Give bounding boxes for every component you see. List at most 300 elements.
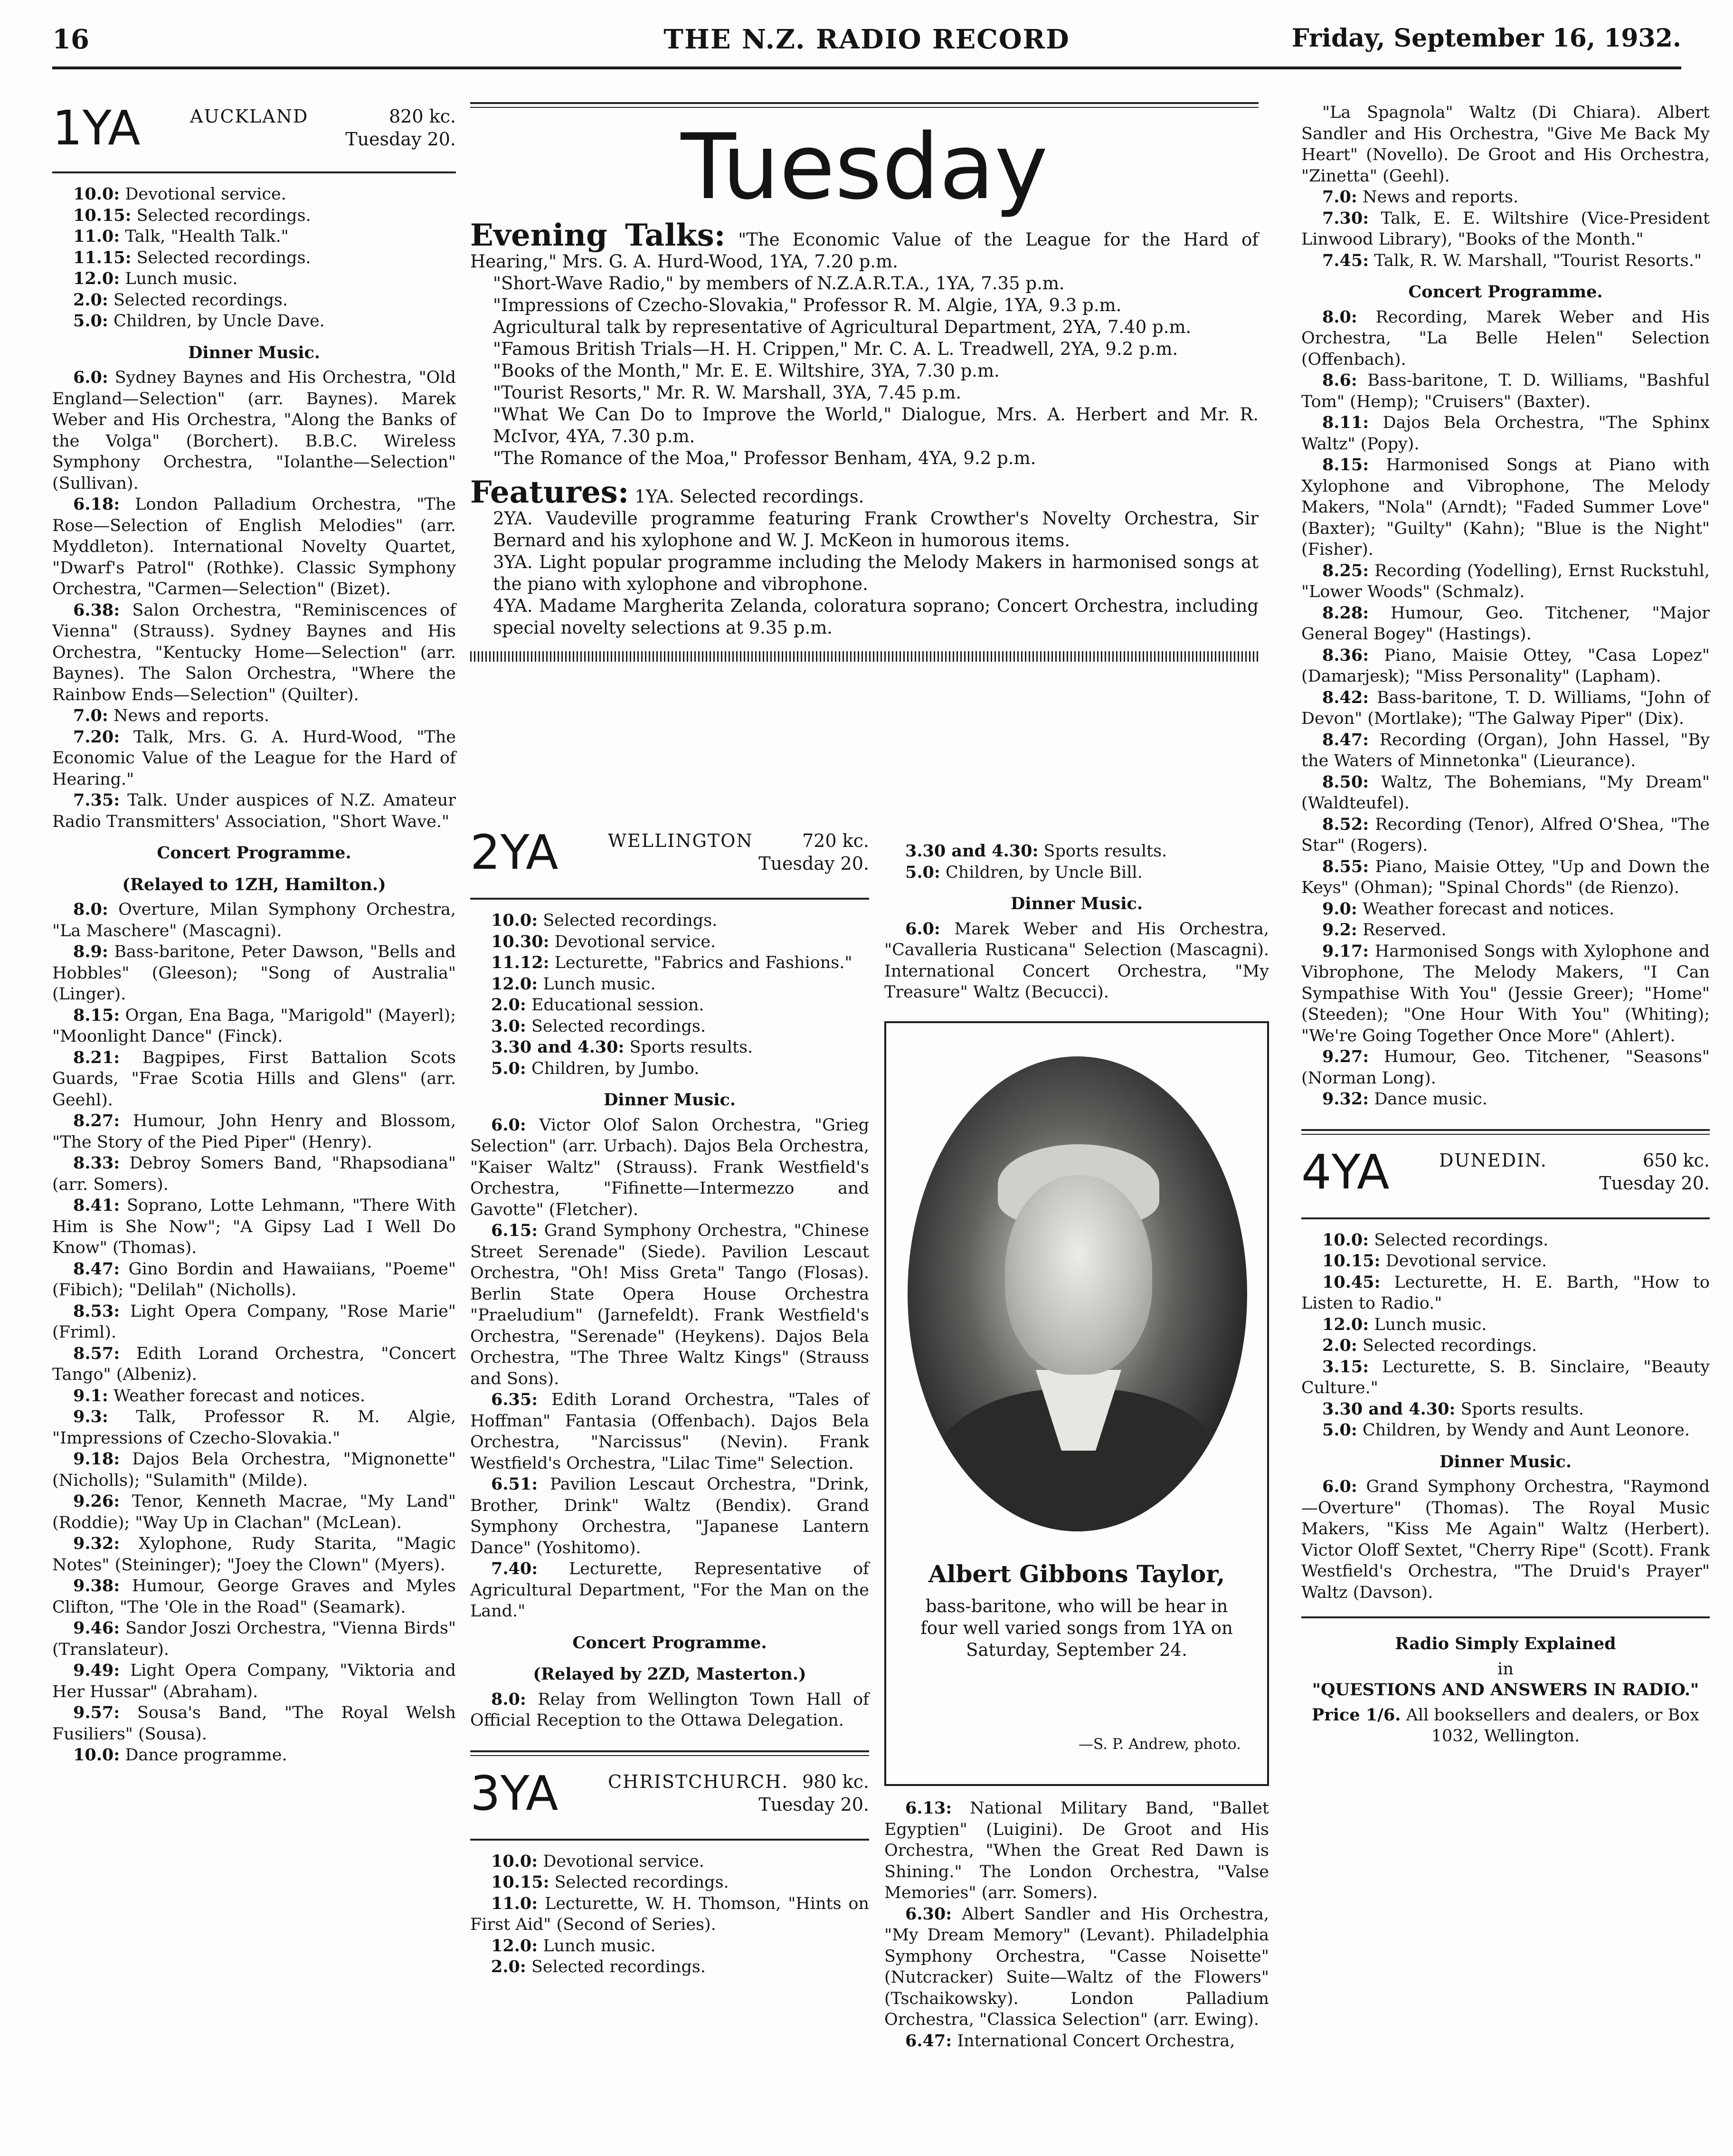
programme-item: [52, 1491, 456, 1533]
time: 12.0:: [73, 269, 120, 288]
item-text: Selected recordings.: [1362, 1336, 1537, 1355]
time: 6.35:: [491, 1390, 538, 1409]
item-text: Children, by Wendy and Aunt Leonore.: [1362, 1421, 1690, 1440]
item-text: Salon Orchestra, "Reminiscences of Vienna" (Strauss). Sydney Baynes and His Orchestra, "Kentucky Home—Selection" (arr. Baynes). The Salon Orchestra, "Where the Rainbow Ends—Selection" (Quilter).: [52, 600, 456, 704]
item-text: Educational session.: [531, 996, 704, 1015]
programme-item: [52, 205, 456, 227]
station-header-2ya: [470, 826, 869, 900]
programme-item: [52, 1301, 456, 1343]
time: 10.0:: [73, 184, 120, 204]
programme-item: [1301, 1399, 1710, 1420]
item-text: Bass-baritone, Peter Dawson, "Bells and Hobbles" (Gleeson); "Song of Australia" (Linger).: [52, 942, 456, 1004]
programme-item: [1301, 603, 1710, 645]
programme-1ya: [52, 184, 456, 1766]
item-text: Children, by Uncle Bill.: [945, 863, 1143, 882]
city: DUNEDIN.: [1439, 1149, 1547, 1171]
programme-item: [52, 727, 456, 790]
time: 7.0:: [1322, 187, 1357, 207]
item-text: Devotional service.: [125, 185, 286, 204]
item-text: News and reports.: [1362, 188, 1519, 207]
item-text: Reserved.: [1362, 921, 1447, 940]
item-text: Selected recordings.: [113, 290, 288, 310]
city: WELLINGTON: [608, 830, 753, 851]
programme-item: [1301, 772, 1710, 814]
programme-item: [52, 1111, 456, 1153]
item-text: Children, by Uncle Dave.: [113, 312, 325, 331]
call-sign: 1YA: [52, 100, 141, 156]
time: 9.3:: [73, 1407, 108, 1426]
item-text: Bass-baritone, T. D. Williams, "Bashful Tom" (Hemp); "Cruisers" (Baxter).: [1301, 371, 1710, 411]
item-text: Xylophone, Rudy Starita, "Magic Notes" (Steininger); "Joey the Clown" (Myers).: [52, 1534, 456, 1575]
section-heading: (Relayed by 2ZD, Masterton.): [533, 1664, 806, 1684]
item-text: Harmonised Songs with Xylophone and Vibrophone, The Melody Makers, "I Can Sympathise With You" (Jessie Greer); "Home" (Steeden); "One Hour With You" (Whiting); "We're Going Together Once More" (Ahlert).: [1301, 941, 1710, 1045]
time: 6.38:: [73, 600, 120, 620]
time: 6.0:: [73, 368, 108, 387]
time: 9.32:: [73, 1534, 120, 1553]
section-heading: (Relayed to 1ZH, Hamilton.): [122, 874, 386, 894]
time: 8.28:: [1322, 603, 1369, 623]
section-heading: Dinner Music.: [1439, 1452, 1572, 1472]
programme-item: [1301, 814, 1710, 856]
time: 9.0:: [1322, 899, 1357, 919]
item-text: Weather forecast and notices.: [1362, 899, 1615, 919]
time: 8.41:: [73, 1196, 120, 1215]
call-sign: 3YA: [470, 1765, 559, 1821]
section-heading: Dinner Music.: [1010, 894, 1143, 913]
item-text: Pavilion Lescaut Orchestra, "Drink, Brother, Drink" Waltz (Bendix). Grand Symphony Orchestra, "Japanese Lantern Dance" (Yoshitomo).: [470, 1475, 869, 1558]
double-rule: [1301, 1129, 1710, 1135]
programme-item: [1301, 899, 1710, 920]
time: 2.0:: [73, 290, 108, 310]
item-text: Bagpipes, First Battalion Scots Guards, "Frae Scotia Hills and Glens" (arr. Geehl).: [52, 1048, 456, 1110]
column-2ya-3ya: [470, 826, 869, 1978]
programme-item: [52, 1005, 456, 1047]
time: 2.0:: [491, 1957, 526, 1976]
item-text: Devotional service.: [554, 932, 716, 951]
time: 8.50:: [1322, 772, 1369, 792]
time: 6.51:: [491, 1474, 538, 1494]
time: 8.53:: [73, 1301, 120, 1321]
programme-item: [52, 1533, 456, 1576]
time: 8.42:: [1322, 687, 1369, 707]
programme-item: [52, 1576, 456, 1618]
city: AUCKLAND: [190, 106, 309, 127]
talk-item: "What We Can Do to Improve the World," Dialogue, Mrs. A. Herbert and Mr. R. McIvor, 4YA, 7.30 p.m.: [493, 404, 1259, 446]
masthead-title: THE N.Z. RADIO RECORD: [663, 24, 1070, 55]
day: Tuesday 20.: [758, 1794, 869, 1815]
talk-item: "Famous British Trials—H. H. Crippen," Mr. C. A. L. Treadwell, 2YA, 9.2 p.m.: [493, 339, 1178, 359]
item-text: Humour, John Henry and Blossom, "The Story of the Pied Piper" (Henry).: [52, 1111, 456, 1152]
item-text: Lecturette, H. E. Barth, "How to Listen to Radio.": [1301, 1273, 1710, 1313]
item-text: Piano, Maisie Ottey, "Casa Lopez" (Damarjesk); "Miss Personality" (Lapham).: [1301, 646, 1710, 686]
time: 6.0:: [1322, 1477, 1357, 1496]
programme-item: [470, 1037, 869, 1058]
station-header-1ya: [52, 102, 456, 173]
advertisement: [1301, 1616, 1710, 1747]
double-rule: [470, 1750, 869, 1756]
programme-item: [470, 1558, 869, 1622]
advert-line: Radio Simply Explained: [1395, 1634, 1616, 1653]
talk-item: Agricultural talk by representative of Agricultural Department, 2YA, 7.40 p.m.: [493, 317, 1192, 337]
call-sign: 2YA: [470, 825, 559, 880]
time: 8.11:: [1322, 413, 1369, 432]
item-text: Sports results.: [1043, 842, 1167, 861]
programme-item: [470, 910, 869, 931]
time: 9.32:: [1322, 1089, 1369, 1109]
talk-item: "Short-Wave Radio," by members of N.Z.A.R.T.A., 1YA, 7.35 p.m.: [493, 273, 1065, 294]
programme-item: [884, 2031, 1269, 2052]
item-text: Sousa's Band, "The Royal Welsh Fusiliers" (Sousa).: [52, 1703, 456, 1744]
time: 6.13:: [905, 1798, 952, 1818]
day: Tuesday 20.: [1599, 1172, 1710, 1194]
hatched-rule: [470, 651, 1259, 662]
programme-item: [1301, 455, 1710, 560]
time: 10.0:: [73, 1745, 120, 1765]
time: 7.0:: [73, 706, 108, 725]
time: 8.47:: [73, 1259, 120, 1279]
time: 10.0:: [491, 1851, 538, 1871]
programme-item: [52, 1702, 456, 1745]
issue-date: Friday, September 16, 1932.: [1291, 24, 1681, 53]
time: 5.0:: [491, 1058, 526, 1078]
talks-label: Evening Talks:: [470, 218, 726, 253]
photo-caption: bass-baritone, who will be hear in four well varied songs from 1YA on Saturday, September 24.: [920, 1596, 1233, 1660]
time: 10.15:: [73, 205, 132, 225]
item-text: Dance music.: [1374, 1090, 1487, 1109]
features-list: [470, 475, 1259, 639]
time: 8.57:: [73, 1343, 120, 1363]
item-text: Sports results.: [1460, 1399, 1584, 1419]
section-heading: Dinner Music.: [188, 342, 321, 362]
time: 2.0:: [1322, 1336, 1357, 1355]
evening-talks: [470, 218, 1259, 469]
item-text: Humour, George Graves and Myles Clifton, "The 'Ole in the Road" (Seamark).: [52, 1577, 456, 1617]
time: 10.0:: [491, 911, 538, 930]
time: 12.0:: [491, 1936, 538, 1956]
item-text: London Palladium Orchestra, "The Rose—Selection of English Melodies" (arr. Myddleton). International Novelty Quartet, "Dwarf's Patrol" (Rothke). Classic Symphony Orchestra, "Carmen—Selection" (Bizet).: [52, 495, 456, 598]
item-text: Humour, Geo. Titchener, "Major General Bogey" (Hastings).: [1301, 603, 1710, 644]
item-text: Light Opera Company, "Rose Marie" (Friml).: [52, 1301, 456, 1342]
time: 6.0:: [491, 1115, 526, 1135]
time: 7.40:: [491, 1559, 538, 1578]
item-text: Dance programme.: [125, 1746, 287, 1765]
programme-item: [1301, 1420, 1710, 1441]
programme-item: [1301, 1476, 1710, 1603]
item-text: Sydney Baynes and His Orchestra, "Old England—Selection" (arr. Baynes). Marek Weber and His Orchestra, "Along the Banks of the Volga" (Borchert). B.B.C. Wireless Symphony Orchestra, "Iolanthe—Selection" (Sullivan).: [52, 368, 456, 493]
time: 3.0:: [491, 1016, 526, 1036]
programme-3ya-part1: [470, 1851, 869, 1978]
programme-item: [470, 1474, 869, 1558]
feature-heading: Tuesday: [681, 114, 1048, 219]
time: 9.17:: [1322, 941, 1369, 961]
item-text: Overture, Milan Symphony Orchestra, "La Maschere" (Mascagni).: [52, 900, 456, 940]
programme-item: [470, 931, 869, 953]
programme-item: [52, 600, 456, 706]
time: 9.1:: [73, 1386, 108, 1406]
page-header: [52, 24, 1681, 69]
programme-item: [1301, 1089, 1710, 1110]
item-text: Dajos Bela Orchestra, "Mignonette" (Nicholls); "Sulamith" (Milde).: [52, 1450, 456, 1490]
programme-item: [52, 367, 456, 494]
time: 8.47:: [1322, 730, 1369, 750]
item-text: Lecturette, "Fabrics and Fashions.": [554, 953, 852, 972]
time: 8.27:: [73, 1111, 120, 1130]
section-heading: Concert Programme.: [1408, 282, 1603, 302]
column-1ya: [52, 102, 456, 1766]
price-label: Price 1/6.: [1311, 1705, 1401, 1725]
programme-item: [470, 1115, 869, 1221]
item-text: Piano, Maisie Ottey, "Up and Down the Keys" (Ohman); "Spinal Chords" (de Rienzo).: [1301, 857, 1710, 897]
time: 8.15:: [73, 1005, 120, 1025]
item-text: Recording (Organ), John Hassel, "By the Waters of Minnetonka" (Lieurance).: [1301, 730, 1710, 770]
advert-price: [1301, 1705, 1710, 1747]
item-text: Humour, Geo. Titchener, "Seasons" (Norman Long).: [1301, 1047, 1710, 1088]
advert-line: in: [1497, 1659, 1514, 1679]
time: 8.6:: [1322, 370, 1357, 390]
frequency: 980 kc.: [802, 1771, 869, 1792]
programme-item: [52, 899, 456, 941]
item-text: Debroy Somers Band, "Rhapsodiana" (arr. Somers).: [52, 1154, 456, 1194]
programme-3ya-part3: [884, 1798, 1269, 2052]
programme-item: [1301, 941, 1710, 1047]
item-text: Gino Bordin and Hawaiians, "Poeme" (Fibich); "Delilah" (Nicholls).: [52, 1259, 456, 1300]
item-text: Sandor Joszi Orchestra, "Vienna Birds" (Translateur).: [52, 1619, 456, 1659]
programme-item: "La Spagnola" Waltz (Di Chiara). Albert Sandler and His Orchestra, "Give Me Back My Heart" (Novello). De Groot and His Orchestra, "Zinetta" (Geehl).: [1301, 103, 1710, 186]
price-text: All booksellers and dealers, or Box 1032, Wellington.: [1406, 1705, 1699, 1746]
item-text: Lunch music.: [125, 269, 238, 288]
call-sign: 4YA: [1301, 1144, 1390, 1200]
item-text: Marek Weber and His Orchestra, "Cavalleria Rusticana" Selection (Mascagni). International Concert Orchestra, "My Treasure" Waltz (Becucci).: [884, 919, 1269, 1002]
time: 8.25:: [1322, 560, 1369, 580]
time: 6.0:: [905, 919, 940, 939]
programme-item: [1301, 1314, 1710, 1336]
item-text: Selected recordings.: [554, 1873, 729, 1892]
item-text: Lunch music.: [1374, 1315, 1487, 1334]
time: 10.45:: [1322, 1272, 1381, 1292]
programme-item: [1301, 412, 1710, 455]
programme-item: [1301, 187, 1710, 208]
station-header-3ya: [470, 1767, 869, 1841]
time: 10.15:: [1322, 1251, 1381, 1271]
time: 6.30:: [905, 1904, 952, 1924]
time: 12.0:: [491, 974, 538, 994]
programme-item: [884, 1904, 1269, 2031]
time: 5.0:: [73, 311, 108, 331]
time: 12.0:: [1322, 1314, 1369, 1334]
programme-item: [52, 1618, 456, 1660]
programme-item: [1301, 730, 1710, 772]
programme-item: [52, 1745, 456, 1766]
time: 2.0:: [491, 995, 526, 1015]
item-text: Edith Lorand Orchestra, "Tales of Hoffman" Fantasia (Offenbach). Dajos Bela Orchestra, "Narcissus" (Nevin). Frank Westfield's Orchestra, "Lilac Time" Selection.: [470, 1390, 869, 1473]
item-text: Selected recordings.: [136, 248, 311, 267]
item-text: Light Opera Company, "Viktoria and Her Hussar" (Abraham).: [52, 1661, 456, 1701]
item-text: Soprano, Lotte Lehmann, "There With Him is She Now"; "A Gipsy Lad I Well Do Know" (Thomas).: [52, 1196, 456, 1257]
time: 10.0:: [1322, 1230, 1369, 1250]
photo-name: Albert Gibbons Taylor,: [928, 1560, 1225, 1588]
programme-3ya-part2: [884, 841, 1269, 1003]
item-text: Children, by Jumbo.: [531, 1059, 700, 1078]
feature-item: 3YA. Light popular programme including the Melody Makers in harmonised songs at the piano with xylophone and vibrophone.: [493, 552, 1259, 594]
talk-item: "The Economic Value of the League for the Hard of Hearing," Mrs. G. A. Hurd-Wood, 1YA, 7.20 p.m.: [470, 229, 1259, 272]
time: 8.15:: [1322, 455, 1369, 475]
item-text: Selected recordings.: [531, 1016, 706, 1036]
time: 3.30 and 4.30:: [905, 841, 1039, 861]
programme-item: [470, 974, 869, 995]
time: 9.18:: [73, 1449, 120, 1469]
item-text: Lecturette, S. B. Sinclaire, "Beauty Culture.": [1301, 1357, 1710, 1397]
section-heading: Dinner Music.: [603, 1090, 736, 1110]
item-text: Recording (Tenor), Alfred O'Shea, "The Star" (Rogers).: [1301, 815, 1710, 855]
programme-item: [1301, 1230, 1710, 1251]
page-number: 16: [52, 24, 89, 55]
item-text: News and reports.: [113, 706, 270, 725]
item-text: Lecturette, Representative of Agricultural Department, "For the Man on the Land.": [470, 1559, 869, 1621]
programme-item: [1301, 856, 1710, 899]
programme-item: [470, 1389, 869, 1474]
time: 8.0:: [1322, 307, 1357, 327]
programme-item: [884, 862, 1269, 883]
photo-credit: —S. P. Andrew, photo.: [1079, 1736, 1241, 1753]
item-text: Talk, E. E. Wiltshire (Vice-President Linwood Library), "Books of the Month.": [1301, 209, 1710, 249]
talk-item: "Tourist Resorts," Mr. R. W. Marshall, 3YA, 7.45 p.m.: [493, 382, 962, 403]
item-text: Devotional service.: [543, 1852, 704, 1871]
programme-item: [1301, 687, 1710, 730]
tuesday-feature: [470, 102, 1259, 662]
programme-item: [52, 1406, 456, 1449]
time: 9.2:: [1322, 920, 1357, 940]
item-text: Grand Symphony Orchestra, "Chinese Street Serenade" (Siede). Pavilion Lescaut Orchestra, "Oh! Miss Greta" Tango (Flosas). Berlin State Opera House Orchestra "Praeludium" (Jarnefeldt). Frank Westfield's Orchestra, "Serenade" (Heykens). Dajos Bela Orchestra, "The Three Waltz Kings" (Strauss and Sons).: [470, 1221, 869, 1388]
programme-item: [52, 184, 456, 205]
column-3ya-concert-4ya: [1301, 102, 1710, 1747]
time: 3.30 and 4.30:: [491, 1037, 625, 1057]
programme-item: [52, 1259, 456, 1301]
time: 9.46:: [73, 1618, 120, 1638]
feature-item: 1YA. Selected recordings.: [634, 486, 864, 507]
time: 8.33:: [73, 1153, 120, 1173]
item-text: National Military Band, "Ballet Egyptien" (Luigini). De Groot and His Orchestra, "When the Great Red Dawn is Shining." The London Orchestra, "Valse Memories" (arr. Somers).: [884, 1799, 1269, 1902]
programme-item: [52, 268, 456, 290]
time: 8.9:: [73, 942, 108, 961]
programme-item: [1301, 645, 1710, 687]
features-label: Features:: [470, 475, 629, 510]
time: 5.0:: [1322, 1420, 1357, 1440]
programme-item: [52, 290, 456, 311]
time: 9.27:: [1322, 1047, 1369, 1066]
time: 3.30 and 4.30:: [1322, 1399, 1456, 1419]
feature-item: 4YA. Madame Margherita Zelanda, coloratura soprano; Concert Orchestra, including special novelty selections at 9.35 p.m.: [493, 596, 1259, 638]
time: 11.12:: [491, 953, 549, 972]
item-text: Tenor, Kenneth Macrae, "My Land" (Roddie); "Way Up in Clachan" (McLean).: [52, 1492, 456, 1532]
programme-item: [884, 919, 1269, 1003]
item-text: Selected recordings.: [543, 911, 718, 930]
programme-item: [52, 1660, 456, 1702]
talk-item: "The Romance of the Moa," Professor Benham, 4YA, 9.2 p.m.: [493, 448, 1036, 468]
programme-item: [470, 1851, 869, 1872]
item-text: Talk. Under auspices of N.Z. Amateur Radio Transmitters' Association, "Short Wave.": [52, 791, 456, 831]
item-text: Waltz, The Bohemians, "My Dream" (Waldteufel).: [1301, 772, 1710, 813]
programme-item: [470, 952, 869, 974]
section-heading: Concert Programme.: [572, 1633, 767, 1653]
programme-item: [1301, 1251, 1710, 1272]
programme-item: [52, 311, 456, 332]
programme-item: [1301, 250, 1710, 272]
programme-4ya: [1301, 1230, 1710, 1604]
time: 9.57:: [73, 1703, 120, 1722]
programme-item: [1301, 1046, 1710, 1089]
item-text: Dajos Bela Orchestra, "The Sphinx Waltz" (Popy).: [1301, 413, 1710, 454]
double-rule: [470, 102, 1259, 108]
item-text: Selected recordings.: [1374, 1230, 1549, 1250]
time: 7.45:: [1322, 250, 1369, 270]
time: 6.47:: [905, 2031, 952, 2051]
programme-item: [470, 1689, 869, 1731]
section-heading: Concert Programme.: [157, 843, 351, 863]
time: 6.15:: [491, 1221, 538, 1240]
programme-item: [1301, 1357, 1710, 1399]
time: 10.15:: [491, 1872, 549, 1892]
item-text: Recording, Marek Weber and His Orchestra, "La Belle Helen" Selection (Offenbach).: [1301, 307, 1710, 369]
frequency: 650 kc.: [1643, 1149, 1710, 1171]
time: 8.36:: [1322, 645, 1369, 665]
time: 8.0:: [73, 900, 108, 919]
programme-item: [1301, 1272, 1710, 1314]
time: 11.0:: [491, 1893, 538, 1913]
item-text: Talk, Mrs. G. A. Hurd-Wood, "The Economic Value of the League for the Hard of Hearing.": [52, 727, 456, 789]
programme-item: [470, 1893, 869, 1936]
programme-item: [52, 1386, 456, 1407]
time: 11.15:: [73, 247, 132, 267]
day: Tuesday 20.: [758, 853, 869, 874]
programme-item: [470, 1936, 869, 1957]
portrait-photo: [884, 1021, 1269, 1786]
item-text: Talk, R. W. Marshall, "Tourist Resorts.": [1374, 251, 1702, 270]
programme-item: [470, 1957, 869, 1978]
item-text: Weather forecast and notices.: [113, 1386, 366, 1406]
programme-item: [52, 941, 456, 1005]
item-text: Selected recordings.: [531, 1957, 706, 1976]
time: 3.15:: [1322, 1357, 1369, 1377]
programme-item: [52, 1449, 456, 1491]
item-text: Victor Olof Salon Orchestra, "Grieg Selection" (arr. Urbach). Dajos Bela Orchestra, "Kaiser Waltz" (Strauss). Frank Westfield's Orchestra, "Fifinette—Intermezzo and Gavotte" (Fletcher).: [470, 1115, 869, 1219]
programme-item: [470, 1220, 869, 1389]
programme-item: [52, 247, 456, 269]
time: 9.38:: [73, 1576, 120, 1596]
item-text: Devotional service.: [1385, 1252, 1547, 1271]
item-text: Harmonised Songs at Piano with Xylophone and Vibrophone, The Melody Makers, "Nola" (Arndt); "Faded Summer Love" (Baxter); "Guilty" (Kahn); "Blue is the Night" (Fisher).: [1301, 456, 1710, 559]
day: Tuesday 20.: [345, 129, 456, 150]
programme-2ya: [470, 910, 869, 1731]
portrait-image: [908, 1056, 1247, 1531]
programme-item: [470, 1058, 869, 1080]
programme-item: [470, 1872, 869, 1893]
item-text: Recording (Yodelling), Ernst Ruckstuhl, "Lower Woods" (Schmalz).: [1301, 561, 1710, 601]
item-text: Lunch music.: [543, 1936, 656, 1956]
programme-item: [1301, 208, 1710, 250]
time: 8.52:: [1322, 814, 1369, 834]
time: 7.35:: [73, 790, 120, 810]
talk-item: "Impressions of Czecho-Slovakia," Professor R. M. Algie, 1YA, 9.3 p.m.: [493, 295, 1122, 315]
time: 10.30:: [491, 931, 549, 951]
programme-item: [52, 226, 456, 247]
programme-item: [52, 790, 456, 832]
time: 8.0:: [491, 1689, 526, 1709]
time: 8.21:: [73, 1047, 120, 1067]
feature-item: 2YA. Vaudeville programme featuring Frank Crowther's Novelty Orchestra, Sir Bernard and his xylophone and W. J. McKeon in humorous items.: [493, 508, 1259, 551]
station-header-4ya: [1301, 1146, 1710, 1219]
item-text: Edith Lorand Orchestra, "Concert Tango" (Albeniz).: [52, 1344, 456, 1384]
time: 9.26:: [73, 1491, 120, 1511]
